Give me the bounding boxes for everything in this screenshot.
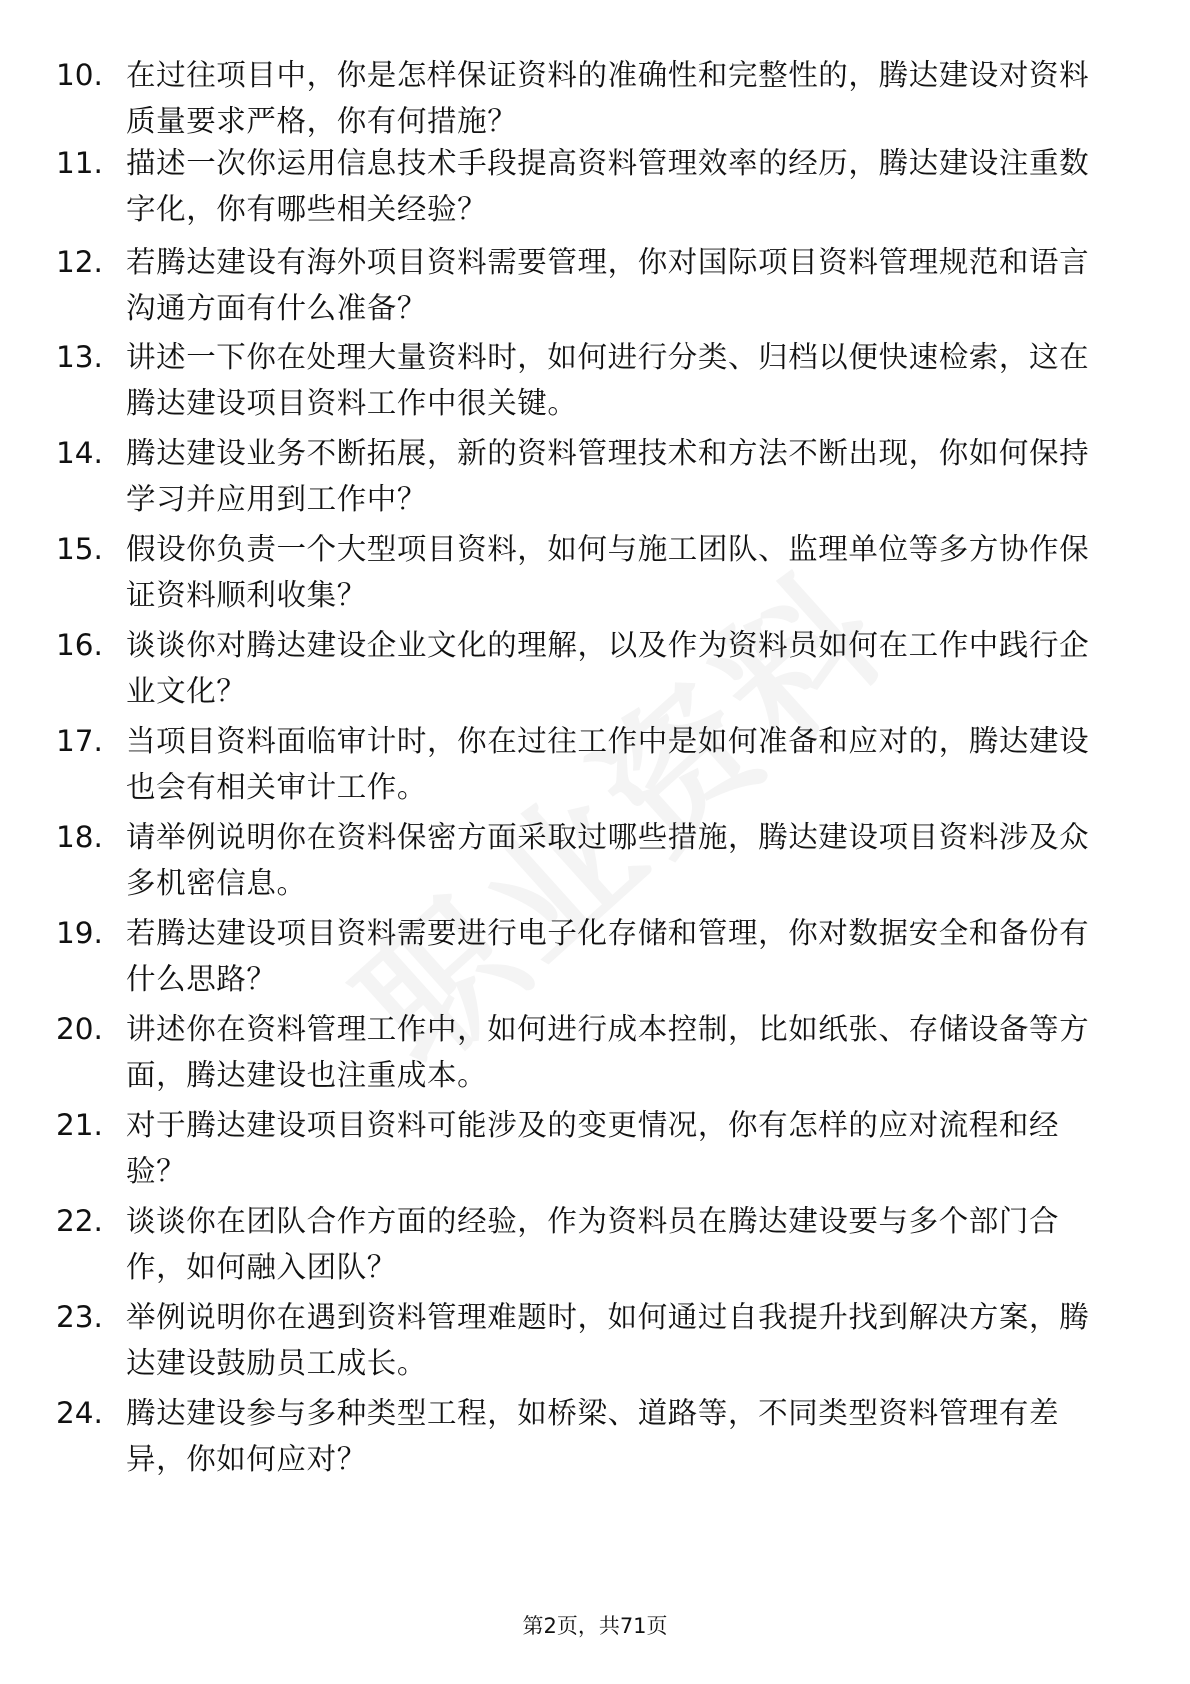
question-item bbox=[0, 1198, 1190, 1293]
question-number: 12. bbox=[56, 245, 103, 279]
question-item bbox=[0, 1294, 1190, 1389]
question-item bbox=[0, 1102, 1190, 1197]
question-item bbox=[0, 239, 1190, 334]
question-item bbox=[0, 814, 1190, 909]
question-number: 24. bbox=[56, 1396, 103, 1430]
question-text: 请举例说明你在资料保密方面采取过哪些措施，腾达建设项目资料涉及众多机密信息。 bbox=[126, 820, 1090, 900]
question-text: 在过往项目中，你是怎样保证资料的准确性和完整性的，腾达建设对资料质量要求严格，你有何措施？ bbox=[126, 58, 1090, 138]
question-item bbox=[0, 334, 1190, 429]
question-item bbox=[0, 718, 1190, 813]
question-text: 腾达建设参与多种类型工程，如桥梁、道路等，不同类型资料管理有差异，你如何应对？ bbox=[126, 1396, 1060, 1476]
question-text: 讲述一下你在处理大量资料时，如何进行分类、归档以便快速检索，这在腾达建设项目资料工作中很关键。 bbox=[126, 340, 1090, 420]
question-text: 假设你负责一个大型项目资料，如何与施工团队、监理单位等多方协作保证资料顺利收集？ bbox=[126, 532, 1090, 612]
question-item bbox=[0, 526, 1190, 621]
question-number: 18. bbox=[56, 820, 103, 854]
question-text: 举例说明你在遇到资料管理难题时，如何通过自我提升找到解决方案，腾达建设鼓励员工成长。 bbox=[126, 1300, 1090, 1380]
question-item bbox=[0, 52, 1190, 147]
question-item bbox=[0, 910, 1190, 1005]
question-number: 11. bbox=[56, 146, 103, 180]
question-number: 22. bbox=[56, 1204, 103, 1238]
question-number: 17. bbox=[56, 724, 103, 758]
question-item bbox=[0, 1006, 1190, 1101]
question-text: 讲述你在资料管理工作中，如何进行成本控制，比如纸张、存储设备等方面，腾达建设也注重成本。 bbox=[126, 1012, 1090, 1092]
question-item bbox=[0, 1390, 1190, 1485]
question-text: 若腾达建设有海外项目资料需要管理，你对国际项目资料管理规范和语言沟通方面有什么准备？ bbox=[126, 245, 1090, 325]
question-text: 当项目资料面临审计时，你在过往工作中是如何准备和应对的，腾达建设也会有相关审计工作。 bbox=[126, 724, 1090, 804]
question-number: 13. bbox=[56, 340, 103, 374]
question-item bbox=[0, 430, 1190, 525]
question-number: 15. bbox=[56, 532, 103, 566]
question-text: 对于腾达建设项目资料可能涉及的变更情况，你有怎样的应对流程和经验？ bbox=[126, 1108, 1060, 1188]
question-number: 19. bbox=[56, 916, 103, 950]
question-number: 23. bbox=[56, 1300, 103, 1334]
question-text: 若腾达建设项目资料需要进行电子化存储和管理，你对数据安全和备份有什么思路？ bbox=[126, 916, 1090, 996]
question-number: 10. bbox=[56, 58, 103, 92]
question-text: 谈谈你对腾达建设企业文化的理解，以及作为资料员如何在工作中践行企业文化？ bbox=[126, 628, 1090, 708]
question-number: 20. bbox=[56, 1012, 103, 1046]
question-number: 14. bbox=[56, 436, 103, 470]
page-footer: 第2页，共71页 bbox=[522, 1614, 668, 1638]
question-text: 描述一次你运用信息技术手段提高资料管理效率的经历，腾达建设注重数字化，你有哪些相关经验？ bbox=[126, 146, 1090, 226]
question-number: 21. bbox=[56, 1108, 103, 1142]
question-number: 16. bbox=[56, 628, 103, 662]
question-text: 腾达建设业务不断拓展，新的资料管理技术和方法不断出现，你如何保持学习并应用到工作中？ bbox=[126, 436, 1090, 516]
question-item bbox=[0, 140, 1190, 235]
question-text: 谈谈你在团队合作方面的经验，作为资料员在腾达建设要与多个部门合作，如何融入团队？ bbox=[126, 1204, 1060, 1284]
question-item bbox=[0, 622, 1190, 717]
